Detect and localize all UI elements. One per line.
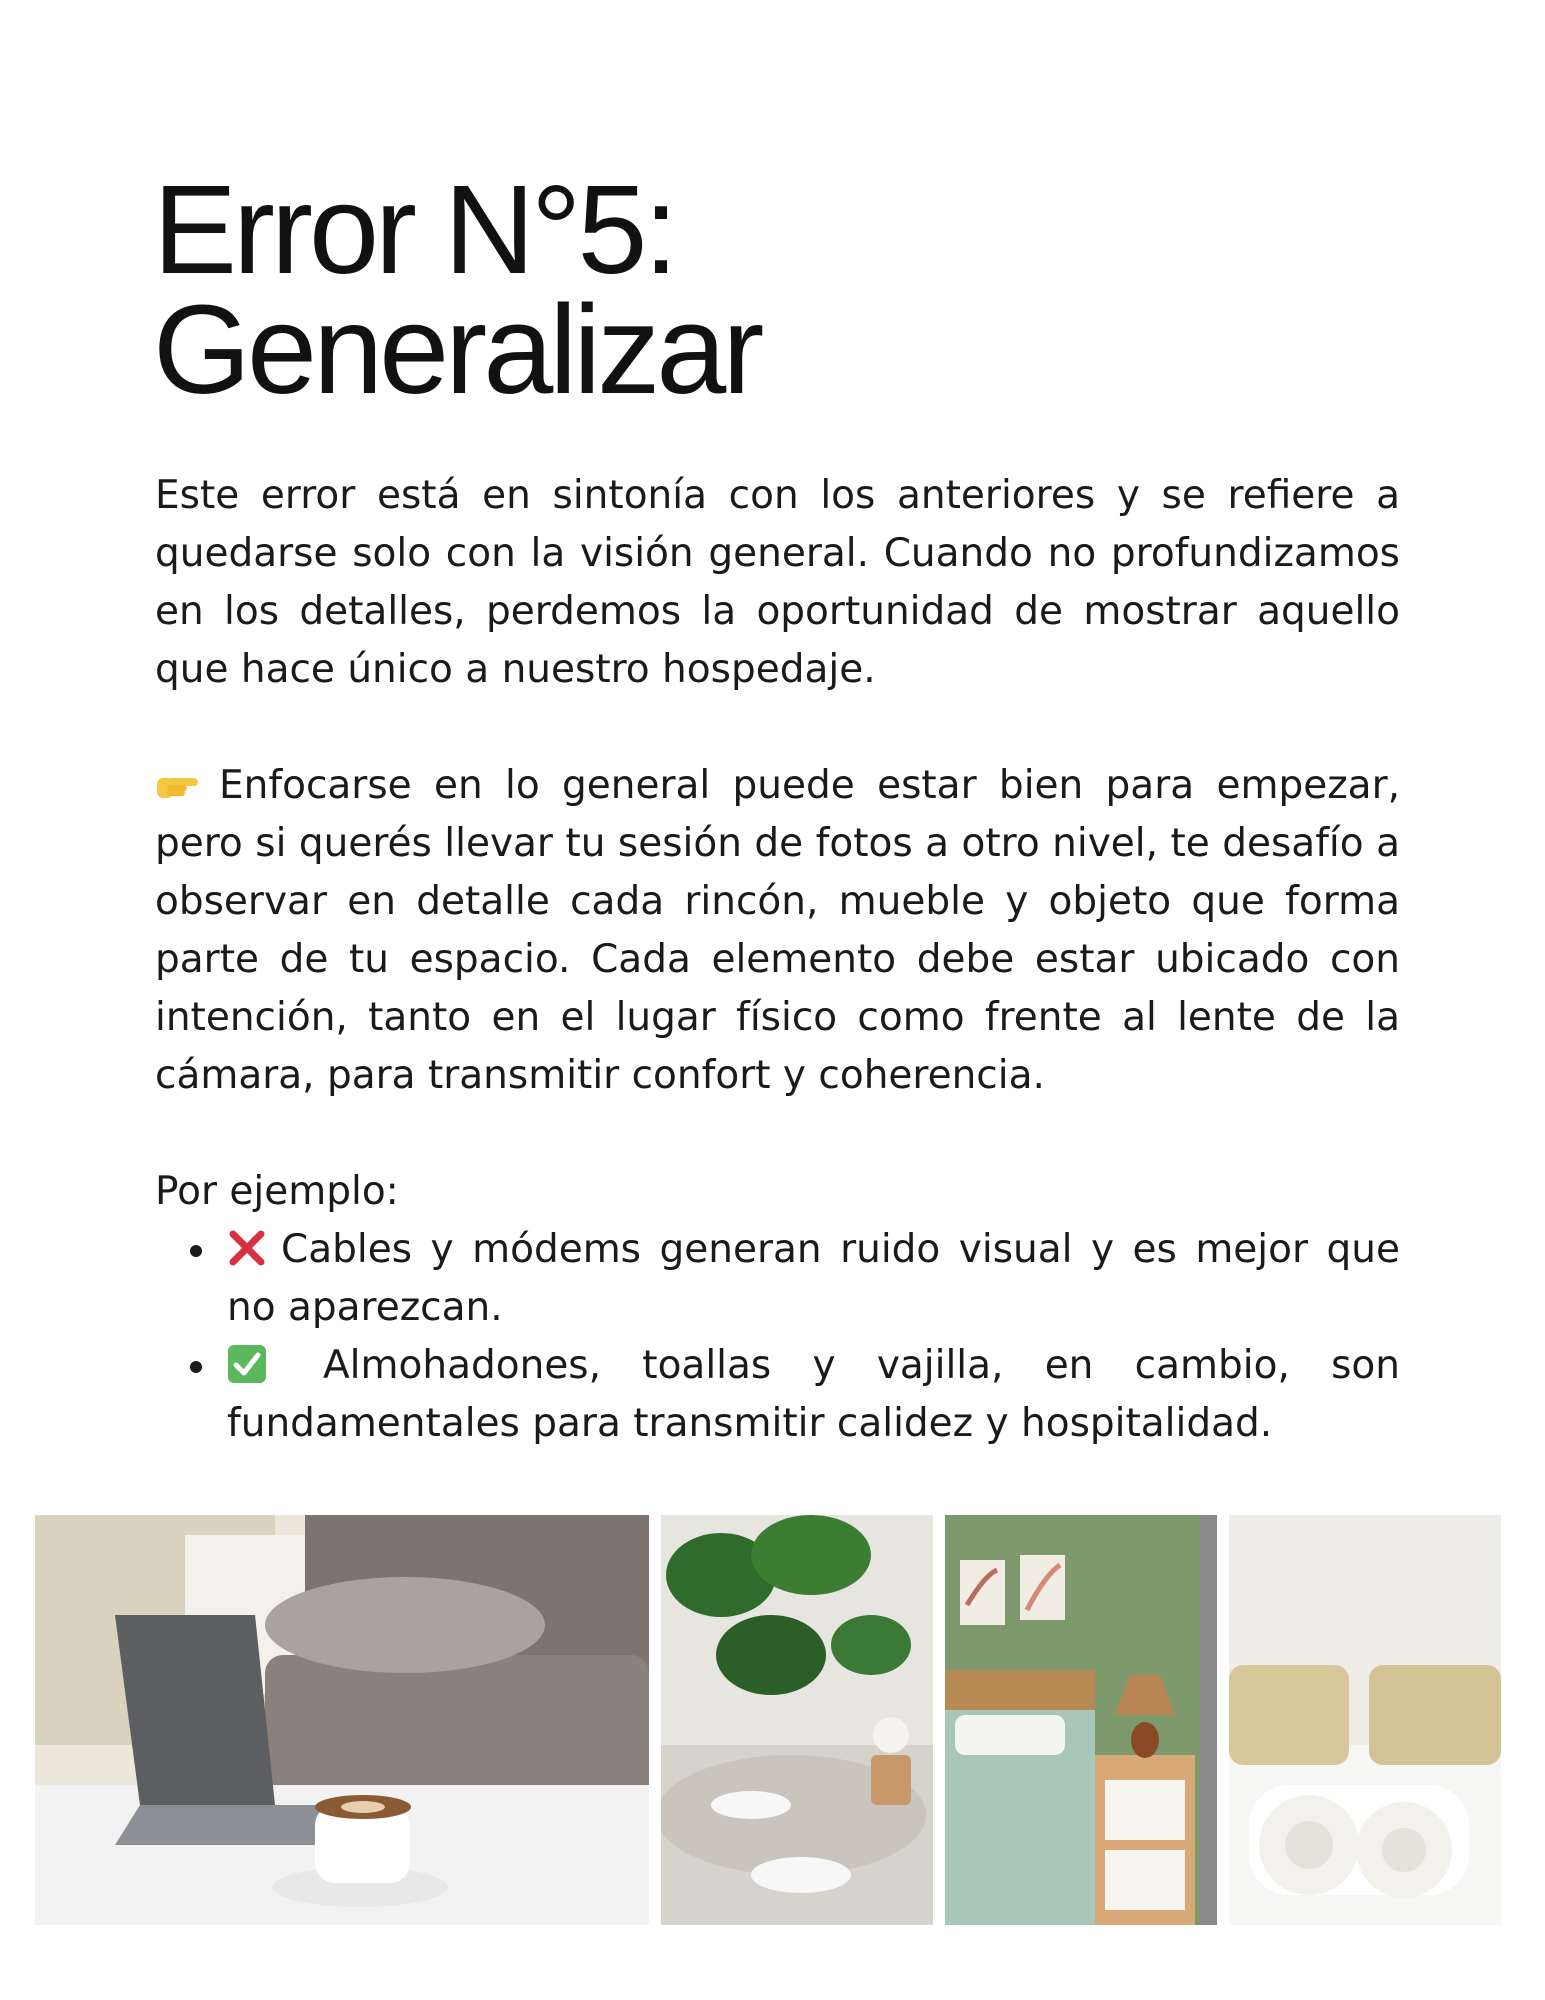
tip-text: Enfocarse en lo general puede estar bien para empezar, pero si querés llevar tu sesión de fotos a otro nivel, te desafío a observar en detalle cada rincón, mueble y objeto que forma parte de tu espacio. Cada elemento debe estar ubicado con intención, tanto en el lugar físico como frente al lente de la cámara, para transmitir confort y coherencia. (155, 763, 1400, 1098)
title-line-2: Generalizar (153, 279, 761, 420)
list-item (227, 1337, 1400, 1453)
example-text: Almohadones, toallas y vajilla, en cambio, son fundamentales para transmitir calidez y hospitalidad. (227, 1343, 1400, 1446)
example-intro: Por ejemplo: (155, 1169, 399, 1214)
examples-list (155, 1221, 1400, 1453)
tip-paragraph (155, 757, 1400, 1105)
body-content (155, 467, 1400, 1453)
example-text: Cables y módems generan ruido visual y es mejor que no aparezcan. (227, 1227, 1400, 1330)
list-item (227, 1221, 1400, 1337)
intro-paragraph: Este error está en sintonía con los anteriores y se refiere a quedarse solo con la visión general. Cuando no profundizamos en los detalles, perdemos la oportunidad de mostrar aquello que hace único a nuestro hospedaje. (155, 473, 1400, 692)
pointing-hand-icon (155, 770, 199, 800)
laptop-coffee-photo (35, 1515, 649, 1925)
page-title (153, 159, 761, 420)
dining-table-photo (661, 1515, 933, 1925)
title-line-1: Error N°5: (153, 159, 675, 300)
towels-bed-photo (1229, 1515, 1501, 1925)
check-mark-icon (227, 1344, 267, 1384)
cross-mark-icon (227, 1228, 267, 1268)
bedroom-photo (945, 1515, 1217, 1925)
